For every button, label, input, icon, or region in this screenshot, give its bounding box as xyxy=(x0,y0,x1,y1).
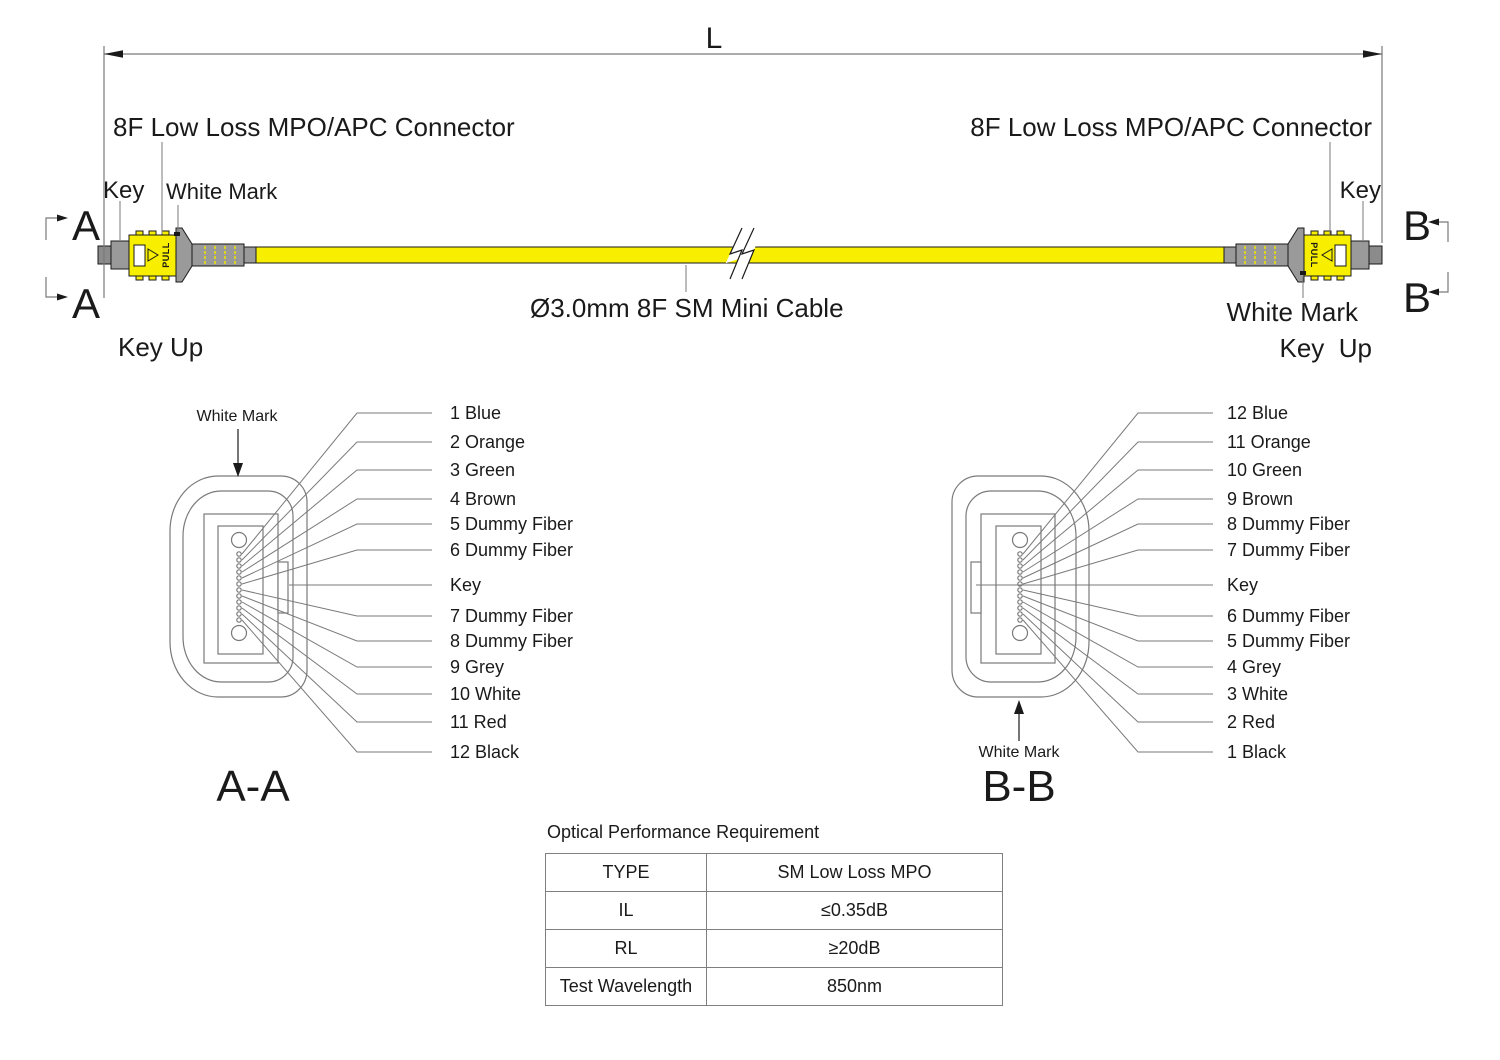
white-mark-dot xyxy=(1300,271,1306,275)
fiber-label: 4 Brown xyxy=(450,489,517,509)
fiber-label: 5 Dummy Fiber xyxy=(450,514,574,534)
guide-pin-hole xyxy=(232,626,247,641)
length-label: L xyxy=(705,22,723,55)
white-mark-label-right: White Mark xyxy=(1226,297,1358,327)
arrow-icon xyxy=(57,294,68,301)
fiber-label: 2 Orange xyxy=(450,432,526,452)
value-cell: 850nm xyxy=(707,968,1003,1006)
table-row xyxy=(546,854,1003,892)
arrow-right-icon xyxy=(1363,50,1382,58)
cable-label: Ø3.0mm 8F SM Mini Cable xyxy=(530,293,844,323)
bb-title: B-B xyxy=(982,762,1056,811)
fiber-label: 6 Dummy Fiber xyxy=(450,540,574,560)
aa-title: A-A xyxy=(216,762,290,811)
fiber-label: 12 Black xyxy=(450,742,520,762)
boot-flange xyxy=(176,228,192,282)
section-b-top: B xyxy=(1403,202,1432,249)
boot-tip xyxy=(244,247,256,263)
table-title: Optical Performance Requirement xyxy=(547,822,820,842)
pull-window xyxy=(1335,245,1346,266)
bb-view xyxy=(952,403,1350,811)
param-cell: IL xyxy=(546,892,707,930)
optical-performance-table xyxy=(545,853,1003,1006)
pull-tab-housing xyxy=(1300,231,1351,280)
pull-tab-housing xyxy=(129,231,180,280)
boot xyxy=(1236,244,1288,266)
boot xyxy=(192,244,244,266)
table-row xyxy=(546,968,1003,1006)
fiber-label: 8 Dummy Fiber xyxy=(1227,514,1351,534)
key-up-label-right: Key Up xyxy=(1279,333,1372,363)
fiber-label: 1 Blue xyxy=(450,403,502,423)
aa-fiber-labels xyxy=(450,403,573,762)
aa-view xyxy=(170,403,573,811)
white-mark-dot xyxy=(174,232,180,236)
left-connector xyxy=(98,228,256,282)
fiber-label: 11 Orange xyxy=(1227,432,1311,452)
value-cell: SM Low Loss MPO xyxy=(707,854,1003,892)
arrow-left-icon xyxy=(104,50,123,58)
connector-label-right: 8F Low Loss MPO/APC Connector xyxy=(970,112,1372,142)
fiber-label: 9 Grey xyxy=(450,657,505,677)
section-b-bottom: B xyxy=(1403,274,1432,321)
bb-white-mark-callout xyxy=(979,700,1061,761)
key-up-label-left: Key Up xyxy=(118,332,204,362)
table-row xyxy=(546,930,1003,968)
value-cell: ≥20dB xyxy=(707,930,1003,968)
fiber-label: 7 Dummy Fiber xyxy=(1227,540,1351,560)
boot-tip xyxy=(1224,247,1236,263)
fiber-label: 5 Dummy Fiber xyxy=(1227,631,1351,651)
fiber-label: 10 Green xyxy=(1227,460,1303,480)
cable-break-icon xyxy=(730,228,754,279)
fiber-label: 1 Black xyxy=(1227,742,1287,762)
fiber-label: 7 Dummy Fiber xyxy=(450,606,574,626)
ferrule-tip xyxy=(1369,246,1382,264)
connector-face-drawing-mirrored xyxy=(952,476,1089,697)
connector-label-left: 8F Low Loss MPO/APC Connector xyxy=(113,112,515,142)
fiber-label: 8 Dummy Fiber xyxy=(450,631,574,651)
pull-window xyxy=(134,245,145,266)
arrow-up-icon xyxy=(1014,700,1024,714)
aa-white-mark-callout xyxy=(197,408,279,477)
key-label-right: Key xyxy=(1339,177,1381,204)
fiber-label: 12 Blue xyxy=(1227,403,1289,423)
cable-assembly-drawing xyxy=(46,22,1448,363)
fiber-label: 9 Brown xyxy=(1227,489,1294,509)
param-cell: TYPE xyxy=(546,854,707,892)
optical-performance-section xyxy=(545,822,1003,1006)
fiber-label: Key xyxy=(450,575,482,595)
fiber-label: Key xyxy=(1227,575,1259,595)
key-label-left: Key xyxy=(103,177,145,204)
table-row xyxy=(546,892,1003,930)
fiber-label: 3 White xyxy=(1227,684,1289,704)
fiber-label: 2 Red xyxy=(1227,712,1276,732)
fiber-label: 11 Red xyxy=(450,712,507,732)
arrow-icon xyxy=(57,215,68,222)
white-mark-label-left: White Mark xyxy=(166,179,278,204)
guide-pin-hole xyxy=(232,533,247,548)
bb-fiber-labels xyxy=(1227,403,1350,762)
param-cell: Test Wavelength xyxy=(546,968,707,1006)
connector-face-drawing xyxy=(170,476,307,697)
fiber-label: 6 Dummy Fiber xyxy=(1227,606,1351,626)
arrow-down-icon xyxy=(233,463,243,477)
param-cell: RL xyxy=(546,930,707,968)
fiber-label: 10 White xyxy=(450,684,522,704)
section-a-bottom: A xyxy=(72,280,101,327)
value-cell: ≤0.35dB xyxy=(707,892,1003,930)
key-tab xyxy=(278,562,288,613)
right-connector xyxy=(1224,228,1382,282)
fiber-label: 4 Grey xyxy=(1227,657,1282,677)
pull-label: PULL xyxy=(1309,242,1319,268)
white-mark-label: White Mark xyxy=(196,408,278,425)
fiber-label: 3 Green xyxy=(450,460,516,480)
pull-label: PULL xyxy=(161,242,171,268)
white-mark-label: White Mark xyxy=(978,744,1060,761)
section-a-top: A xyxy=(72,202,101,249)
